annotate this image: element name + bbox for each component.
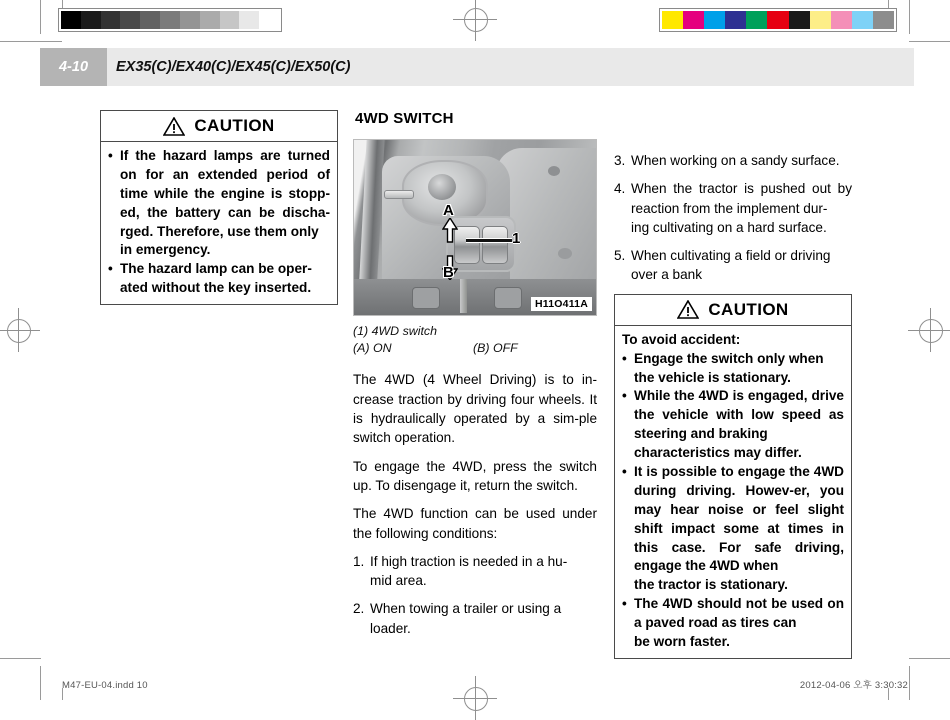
color-calibration-bar xyxy=(659,8,897,32)
caution-item-tail: the vehicle is stationary. xyxy=(634,369,791,385)
photo-pedal xyxy=(412,287,440,309)
right-body-text xyxy=(614,151,852,285)
caption-row-ab xyxy=(353,340,597,357)
caution-item-text: The 4WD should not be used on a paved road as tires can xyxy=(634,596,844,631)
figure-caption xyxy=(353,323,597,356)
registration-mark-left xyxy=(0,308,40,352)
caution-item xyxy=(108,260,330,298)
photo-panel-hole xyxy=(548,166,560,176)
crop-mark-top-right-horizontal xyxy=(909,41,950,42)
grayscale-calibration-bar xyxy=(58,8,282,32)
caution-body xyxy=(615,326,851,658)
list-item-body: When working on a sandy surface. xyxy=(631,153,840,168)
callout-label-a: A xyxy=(443,202,454,219)
numbered-list-item xyxy=(614,246,852,285)
caution-item xyxy=(622,350,844,388)
caution-item-tail: characteristics may differ. xyxy=(634,445,802,461)
paragraph: The 4WD (4 Wheel Driving) is to in-crease traction by driving four wheels. It is hydraulically operated by a sim-ple switch operation. xyxy=(353,372,597,446)
list-item-body: When towing a trailer or using a xyxy=(370,601,562,617)
color-swatch xyxy=(852,11,873,29)
list-item-number: 5. xyxy=(614,248,626,264)
list-item-body: When the tractor is pushed out by reaction from the implement dur- xyxy=(631,181,852,216)
list-item-number: 1. xyxy=(353,553,365,569)
caption-item-b: (B) OFF xyxy=(473,340,518,355)
caution-item-list xyxy=(622,350,844,652)
crop-mark-top-left-vertical xyxy=(40,0,41,34)
registration-mark-bottom xyxy=(453,676,497,720)
page-title: 4WD SWITCH xyxy=(355,110,454,127)
caution-item xyxy=(622,387,844,463)
color-swatch xyxy=(683,11,704,29)
callout-label-b: B xyxy=(443,264,454,281)
crop-mark-top-left-horizontal xyxy=(0,41,62,42)
caption-item-a: (A) ON xyxy=(353,340,392,355)
list-item-text xyxy=(631,246,852,285)
caution-item-tail: be worn faster. xyxy=(634,634,730,650)
numbered-list-item xyxy=(353,552,597,591)
list-item-number: 4. xyxy=(614,181,626,197)
color-swatch xyxy=(220,11,240,29)
list-item-text xyxy=(370,599,597,638)
caution-item-text: If the hazard lamps are turned on for an extended period of time while the engine is stopp-ed, the battery can be discha-rged. Therefore, use them only xyxy=(120,148,330,239)
list-item-number: 3. xyxy=(614,153,626,168)
list-item-tail: loader. xyxy=(370,620,411,636)
color-swatch xyxy=(746,11,767,29)
caution-box-4wd xyxy=(614,294,852,659)
center-body-text xyxy=(353,370,597,638)
footer-file-name: M47-EU-04.indd 10 xyxy=(62,680,148,691)
caption-item-1: (1) 4WD switch xyxy=(353,324,437,338)
color-swatch xyxy=(81,11,101,29)
callout-label-1: 1 xyxy=(512,230,521,247)
color-swatch xyxy=(662,11,683,29)
caution-item-tail: ated without the key inserted. xyxy=(120,280,312,296)
list-item-body: If high traction is needed in a hu- xyxy=(370,553,568,569)
figure-image-code: H11O411A xyxy=(531,297,592,311)
registration-mark-top xyxy=(453,0,497,41)
list-item-text xyxy=(631,179,852,237)
color-swatch xyxy=(140,11,160,29)
footer-timestamp: 2012-04-06 오후 3:30:32 xyxy=(799,680,908,691)
warning-triangle-icon xyxy=(163,117,185,136)
header-model-list: EX35(C)/EX40(C)/EX45(C)/EX50(C) xyxy=(116,59,351,75)
numbered-list-item xyxy=(614,179,852,237)
color-swatch xyxy=(725,11,746,29)
paragraph: The 4WD function can be used under the following conditions: xyxy=(353,506,597,541)
color-swatch xyxy=(831,11,852,29)
caution-item-list xyxy=(108,147,330,298)
page-number: 4-10 xyxy=(58,59,89,75)
figure-4wd-switch-photo xyxy=(353,139,597,316)
photo-control-stalk xyxy=(384,190,414,199)
color-swatch xyxy=(239,11,259,29)
caution-item-text: The hazard lamp can be oper- xyxy=(120,261,312,277)
color-swatch xyxy=(767,11,788,29)
list-item-body: When cultivating a field or driving xyxy=(631,248,831,264)
photo-secondary-rocker-switch xyxy=(482,226,508,264)
color-swatch xyxy=(101,11,121,29)
photo-linkage-rod xyxy=(460,279,467,313)
numbered-list-item xyxy=(353,599,597,638)
left-column xyxy=(100,110,338,305)
center-column xyxy=(353,110,597,647)
caution-item-tail: in emergency. xyxy=(120,242,211,258)
caution-item-text: Engage the switch only when xyxy=(634,350,824,366)
color-swatch xyxy=(200,11,220,29)
color-swatch xyxy=(61,11,81,29)
crop-mark-bottom-left-horizontal xyxy=(0,658,41,659)
caution-item-tail: the tractor is stationary. xyxy=(634,577,788,593)
list-item-number: 2. xyxy=(353,601,365,617)
caution-item-text: While the 4WD is engaged, drive the vehicle with low speed as steering and braking xyxy=(634,388,844,442)
caution-lead-text: To avoid accident: xyxy=(622,331,741,347)
list-item-tail: ing cultivating on a hard surface. xyxy=(631,219,827,235)
callout-leader-line xyxy=(466,238,512,243)
registration-mark-right xyxy=(908,308,950,352)
caution-item-text: It is possible to engage the 4WD during driving. Howev-er, you may hear noise or feel slight shift impact some at times in this case. For safe driving, engage the 4WD when xyxy=(634,464,844,574)
color-swatch xyxy=(873,11,894,29)
caution-item xyxy=(622,595,844,652)
crop-mark-bottom-left-vertical xyxy=(40,666,41,700)
list-item-tail: over a bank xyxy=(631,267,703,283)
warning-triangle-icon xyxy=(677,300,699,319)
photo-ignition-knob xyxy=(428,174,456,200)
photo-pedal xyxy=(494,287,522,309)
list-item-text xyxy=(370,552,597,591)
caution-item xyxy=(622,463,844,595)
paragraph: To engage the 4WD, press the switch up. To disengage it, return the switch. xyxy=(353,458,597,493)
color-swatch xyxy=(120,11,140,29)
numbered-list-item xyxy=(614,151,852,170)
list-item-text xyxy=(631,151,852,170)
right-column xyxy=(614,110,852,659)
caution-title: CAUTION xyxy=(708,299,789,319)
list-item-tail: mid area. xyxy=(370,573,427,589)
caution-body xyxy=(101,142,337,304)
crop-mark-bottom-right-horizontal xyxy=(909,658,950,659)
color-swatch xyxy=(704,11,725,29)
color-swatch xyxy=(789,11,810,29)
crop-mark-top-right-vertical xyxy=(909,0,910,34)
photo-panel-hole xyxy=(558,248,572,259)
caution-title: CAUTION xyxy=(194,116,275,135)
caution-header xyxy=(101,111,337,142)
color-swatch xyxy=(160,11,180,29)
caution-item xyxy=(108,147,330,260)
page-header xyxy=(40,48,914,86)
crop-mark-bottom-right-vertical xyxy=(909,666,910,700)
color-swatch xyxy=(180,11,200,29)
color-swatch xyxy=(259,11,279,29)
color-swatch xyxy=(810,11,831,29)
caution-header xyxy=(615,295,851,326)
caution-box-hazard-lamps xyxy=(100,110,338,305)
